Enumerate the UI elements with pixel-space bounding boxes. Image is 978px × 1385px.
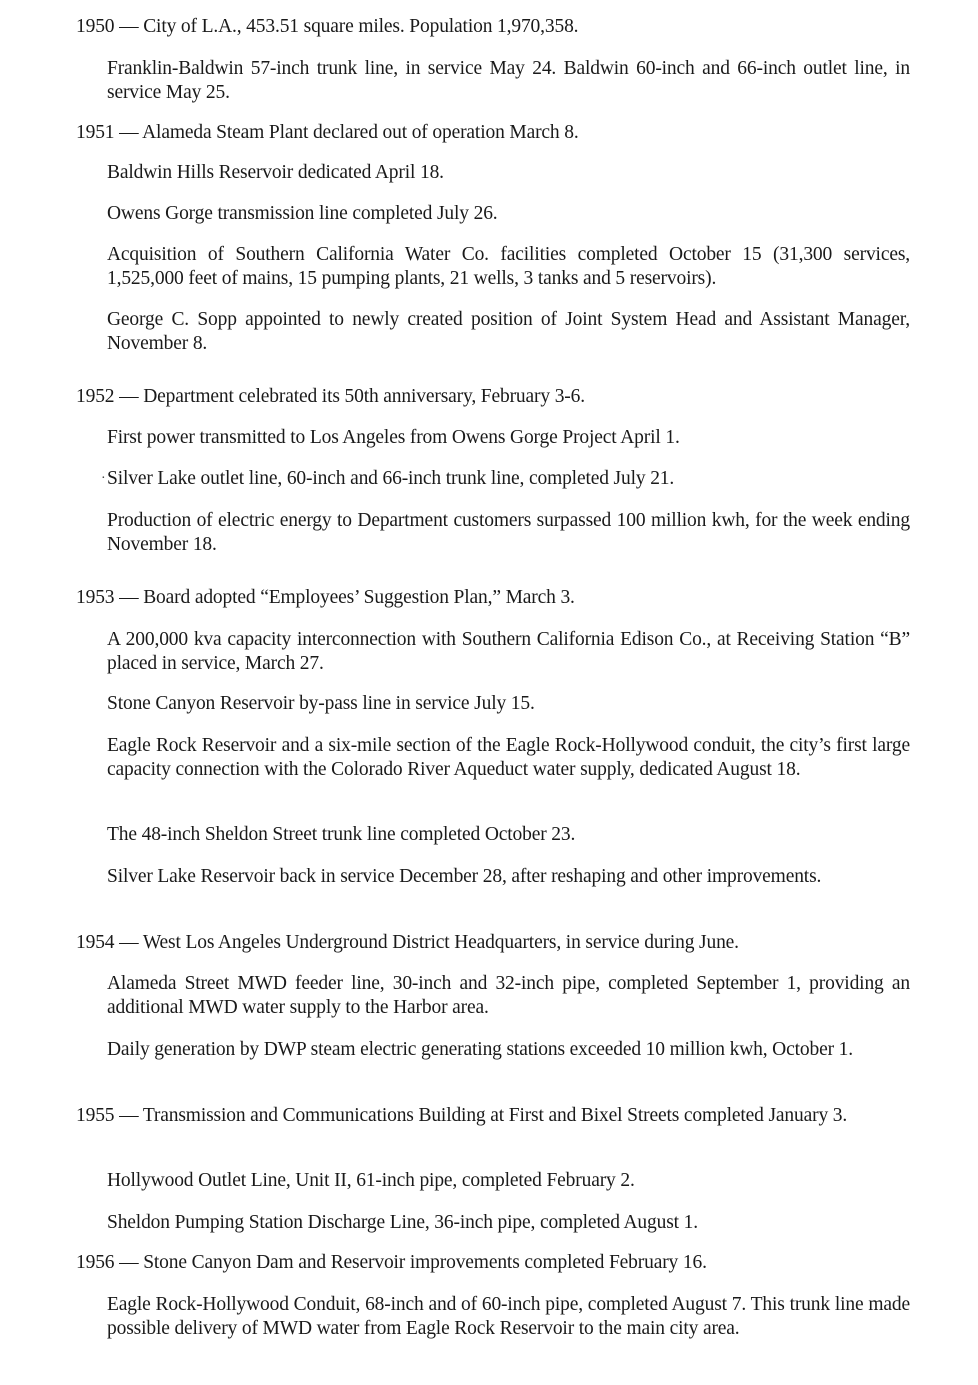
entry-1953-eagle-rock-reservoir: Eagle Rock Reservoir and a six-mile section of the Eagle Rock-Hollywood conduit, the city’s first large capacity connection with the Colorado River Aqueduct water supply, dedicated August 18. [107,735,910,780]
entry-1953-stone-canyon-bypass: Stone Canyon Reservoir by-pass line in service July 15. [107,693,535,714]
year-1952-heading: 1952 — Department celebrated its 50th anniversary, February 3-6. [76,386,585,407]
entry-1954-daily-generation: Daily generation by DWP steam electric generating stations exceeded 10 million kwh, October 1. [107,1039,853,1060]
entry-1951-baldwin-hills: Baldwin Hills Reservoir dedicated April 18. [107,162,444,183]
entry-1952-silver-lake-outlet: Silver Lake outlet line, 60-inch and 66-inch trunk line, completed July 21. [107,468,675,489]
entry-1953-edison-interconnection: A 200,000 kva capacity interconnection with Southern California Edison Co., at Receiving Station “B” placed in service, March 27. [107,629,910,674]
stray-mark: · [101,471,106,486]
year-1955-heading: 1955 — Transmission and Communications Building at First and Bixel Streets completed January 3. [76,1105,848,1126]
entry-1953-sheldon-trunk-line: The 48-inch Sheldon Street trunk line completed October 23. [107,824,576,845]
entry-1951-socal-water-acquisition: Acquisition of Southern California Water Co. facilities completed October 15 (31,300 services, 1,525,000 feet of mains, 15 pumping plants, 21 wells, 3 tanks and 5 reservoirs). [107,244,910,289]
year-1954-heading: 1954 — West Los Angeles Underground District Headquarters, in service during June. [76,932,739,953]
entry-1952-first-power: First power transmitted to Los Angeles from Owens Gorge Project April 1. [107,427,680,448]
year-1950-heading: 1950 — City of L.A., 453.51 square miles. Population 1,970,358. [76,16,579,37]
entry-1956-eagle-rock-conduit: Eagle Rock-Hollywood Conduit, 68-inch and of 60-inch pipe, completed August 7. This trunk line made possible delivery of MWD water from Eagle Rock Reservoir to the main city area. [107,1294,910,1339]
entry-1953-silver-lake-reservoir: Silver Lake Reservoir back in service December 28, after reshaping and other improvements. [107,866,822,887]
entry-1951-sopp-appointed: George C. Sopp appointed to newly created position of Joint System Head and Assistant Manager, November 8. [107,309,910,354]
year-1956-heading: 1956 — Stone Canyon Dam and Reservoir improvements completed February 16. [76,1252,707,1273]
entry-1954-alameda-feeder: Alameda Street MWD feeder line, 30-inch and 32-inch pipe, completed September 1, providing an additional MWD water supply to the Harbor area. [107,973,910,1018]
year-1951-heading: 1951 — Alameda Steam Plant declared out of operation March 8. [76,122,579,143]
entry-1955-sheldon-pumping: Sheldon Pumping Station Discharge Line, 36-inch pipe, completed August 1. [107,1212,698,1233]
entry-1951-owens-gorge-line: Owens Gorge transmission line completed July 26. [107,203,498,224]
entry-1955-hollywood-outlet: Hollywood Outlet Line, Unit II, 61-inch pipe, completed February 2. [107,1170,635,1191]
entry-1952-electric-production: Production of electric energy to Department customers surpassed 100 million kwh, for the week ending November 18. [107,510,910,555]
year-1953-heading: 1953 — Board adopted “Employees’ Suggestion Plan,” March 3. [76,587,575,608]
entry-1950-franklin-baldwin: Franklin-Baldwin 57-inch trunk line, in service May 24. Baldwin 60-inch and 66-inch outlet line, in service May 25. [107,58,910,103]
